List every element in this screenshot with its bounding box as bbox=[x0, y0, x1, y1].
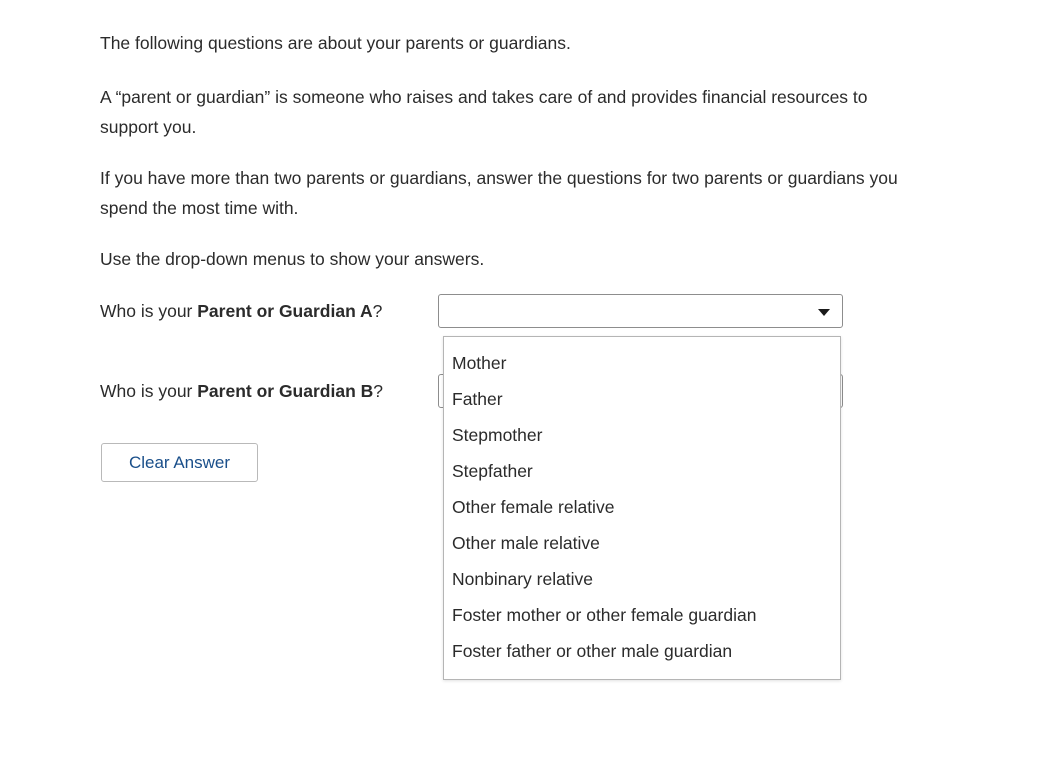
clear-answer-button[interactable]: Clear Answer bbox=[101, 443, 258, 482]
dropdown-option[interactable]: Nonbinary relative bbox=[452, 569, 594, 589]
dropdown-option[interactable]: Other female relative bbox=[452, 497, 615, 517]
dropdown-option[interactable]: Stepmother bbox=[452, 425, 543, 445]
question-prefix-b: Who is your bbox=[100, 380, 198, 401]
question-bold-a: Parent or Guardian A bbox=[197, 300, 373, 321]
question-label-guardian-a bbox=[100, 301, 382, 322]
select-guardian-a[interactable] bbox=[438, 294, 843, 328]
dropdown-option[interactable]: Father bbox=[452, 389, 503, 409]
dropdown-option[interactable]: Mother bbox=[452, 353, 507, 373]
question-row-guardian-a bbox=[100, 294, 382, 328]
dropdown-options-list[interactable] bbox=[443, 336, 841, 680]
question-label-guardian-b bbox=[100, 381, 383, 402]
chevron-down-icon[interactable] bbox=[818, 309, 830, 316]
dropdown-option[interactable]: Stepfather bbox=[452, 461, 533, 481]
question-row-guardian-b bbox=[100, 374, 383, 408]
intro-paragraph-2: A “parent or guardian” is someone who raises and takes care of and provides financial resources to support you. bbox=[100, 87, 868, 137]
dropdown-option[interactable]: Foster mother or other female guardian bbox=[452, 605, 757, 625]
dropdown-option[interactable]: Other male relative bbox=[452, 533, 600, 553]
question-suffix-b: ? bbox=[373, 380, 383, 401]
question-suffix-a: ? bbox=[372, 300, 383, 321]
dropdown-option[interactable]: Foster father or other male guardian bbox=[452, 641, 733, 661]
question-prefix-a: Who is your bbox=[100, 300, 198, 321]
intro-paragraph-3: If you have more than two parents or guardians, answer the questions for two parents or guardians you spend the most time with. bbox=[100, 168, 898, 218]
intro-paragraph-1: The following questions are about your parents or guardians. bbox=[100, 33, 571, 53]
question-bold-b: Parent or Guardian B bbox=[197, 380, 374, 401]
intro-paragraph-4: Use the drop-down menus to show your answers. bbox=[100, 249, 485, 269]
